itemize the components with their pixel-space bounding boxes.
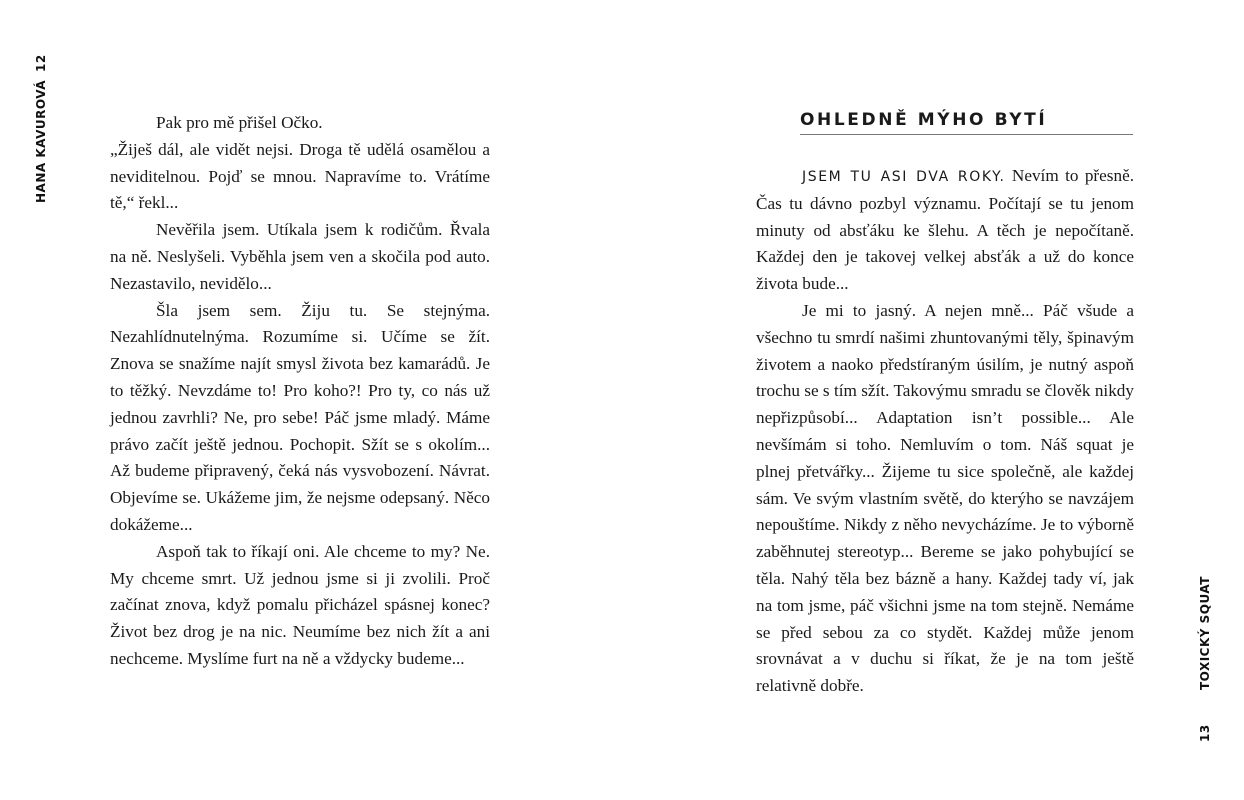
- left-page-number: 12: [34, 54, 48, 72]
- right-running-head: TOXICKÝ SQUAT: [1198, 576, 1212, 690]
- left-paragraph: Pak pro mě přišel Očko.: [156, 113, 323, 132]
- right-paragraph: Je mi to jasný. A nejen mně... Páč všude a všechno tu smrdí našimi zhuntovanými těly, špinavým životem a naoko předstíraným úsilím, je nutný aspoň trochu se s tím sžít. Takovýmu smradu se člověk nikdy nepřizpůsobí... Adaptation isn’t possible... Ale nevšímám si toho. Nemluvím o tom. Náš squat je plnej přetvářky... Žijeme tu sice společně, ale každej sám. Ve svým vlastním světě, do kterýho se navzájem nepouštíme. Nikdy z něho nevycházíme. Je to výborně zaběhnutej stereotyp... Bereme se jako pohybující se těla. Nahý těla bez bázně a hany. Každej tady ví, jak na tom jsme, páč všichni jsme na tom stejně. Nemáme se před sebou za co stydět. Každej může jenom srovnávat a v duchu si říkat, že je na tom ještě relativně dobře.: [756, 300, 1134, 696]
- left-paragraph: „Žiješ dál, ale vidět nejsi. Droga tě udělá osamělou a neviditelnou. Pojď se mnou. Napravíme to. Vrátíme tě,“ řekl...: [110, 139, 490, 213]
- right-page-number: 13: [1198, 724, 1212, 742]
- left-paragraph: Nevěřila jsem. Utíkala jsem k rodičům. Řvala na ně. Neslyšeli. Vyběhla jsem ven a skočila pod auto. Nezastavilo, nevidělo...: [110, 220, 490, 293]
- left-running-head: HANA KAVUROVÁ: [34, 79, 48, 203]
- left-body-text: [110, 110, 490, 673]
- right-page: [622, 0, 1244, 800]
- chapter-opening-words: JSEM TU ASI DVA ROKY.: [802, 169, 1006, 185]
- right-paragraph-text: Nevím to přesně. Čas tu dávno pozbyl významu. Počítají se tu jenom minuty od absťáku ke šlehu. A těch je nepočítaně. Každej den je takovej velkej absťák a už do konce života bude...: [756, 166, 1134, 294]
- left-paragraph: Aspoň tak to říkají oni. Ale chceme to my? Ne. My chceme smrt. Už jednou jsme si ji zvolili. Proč začínat znova, když pomalu přicházel spásnej konec? Život bez drog je na nic. Neumíme bez nich žít a ani nechceme. Myslíme furt na ně a vždycky budeme...: [110, 541, 490, 668]
- right-paragraph: [756, 163, 1134, 298]
- right-body-text: [756, 163, 1134, 700]
- chapter-title: OHLEDNĚ MÝHO BYTÍ: [800, 110, 1133, 135]
- left-paragraph: Šla jsem sem. Žiju tu. Se stejnýma. Nezahlídnutelnýma. Rozumíme si. Učíme se žít. Znova se snažíme najít smysl života bez kamarádů. Je to těžký. Nevzdáme to! Pro koho?! Pro ty, co nás už jednou zavrhli? Ne, pro sebe! Páč jsme mladý. Máme právo začít ještě jednou. Pochopit. Sžít se s okolím... Až budeme připravený, čeká nás vysvobození. Návrat. Objevíme se. Ukážeme jim, že nejsme odepsaný. Něco dokážeme...: [110, 300, 490, 534]
